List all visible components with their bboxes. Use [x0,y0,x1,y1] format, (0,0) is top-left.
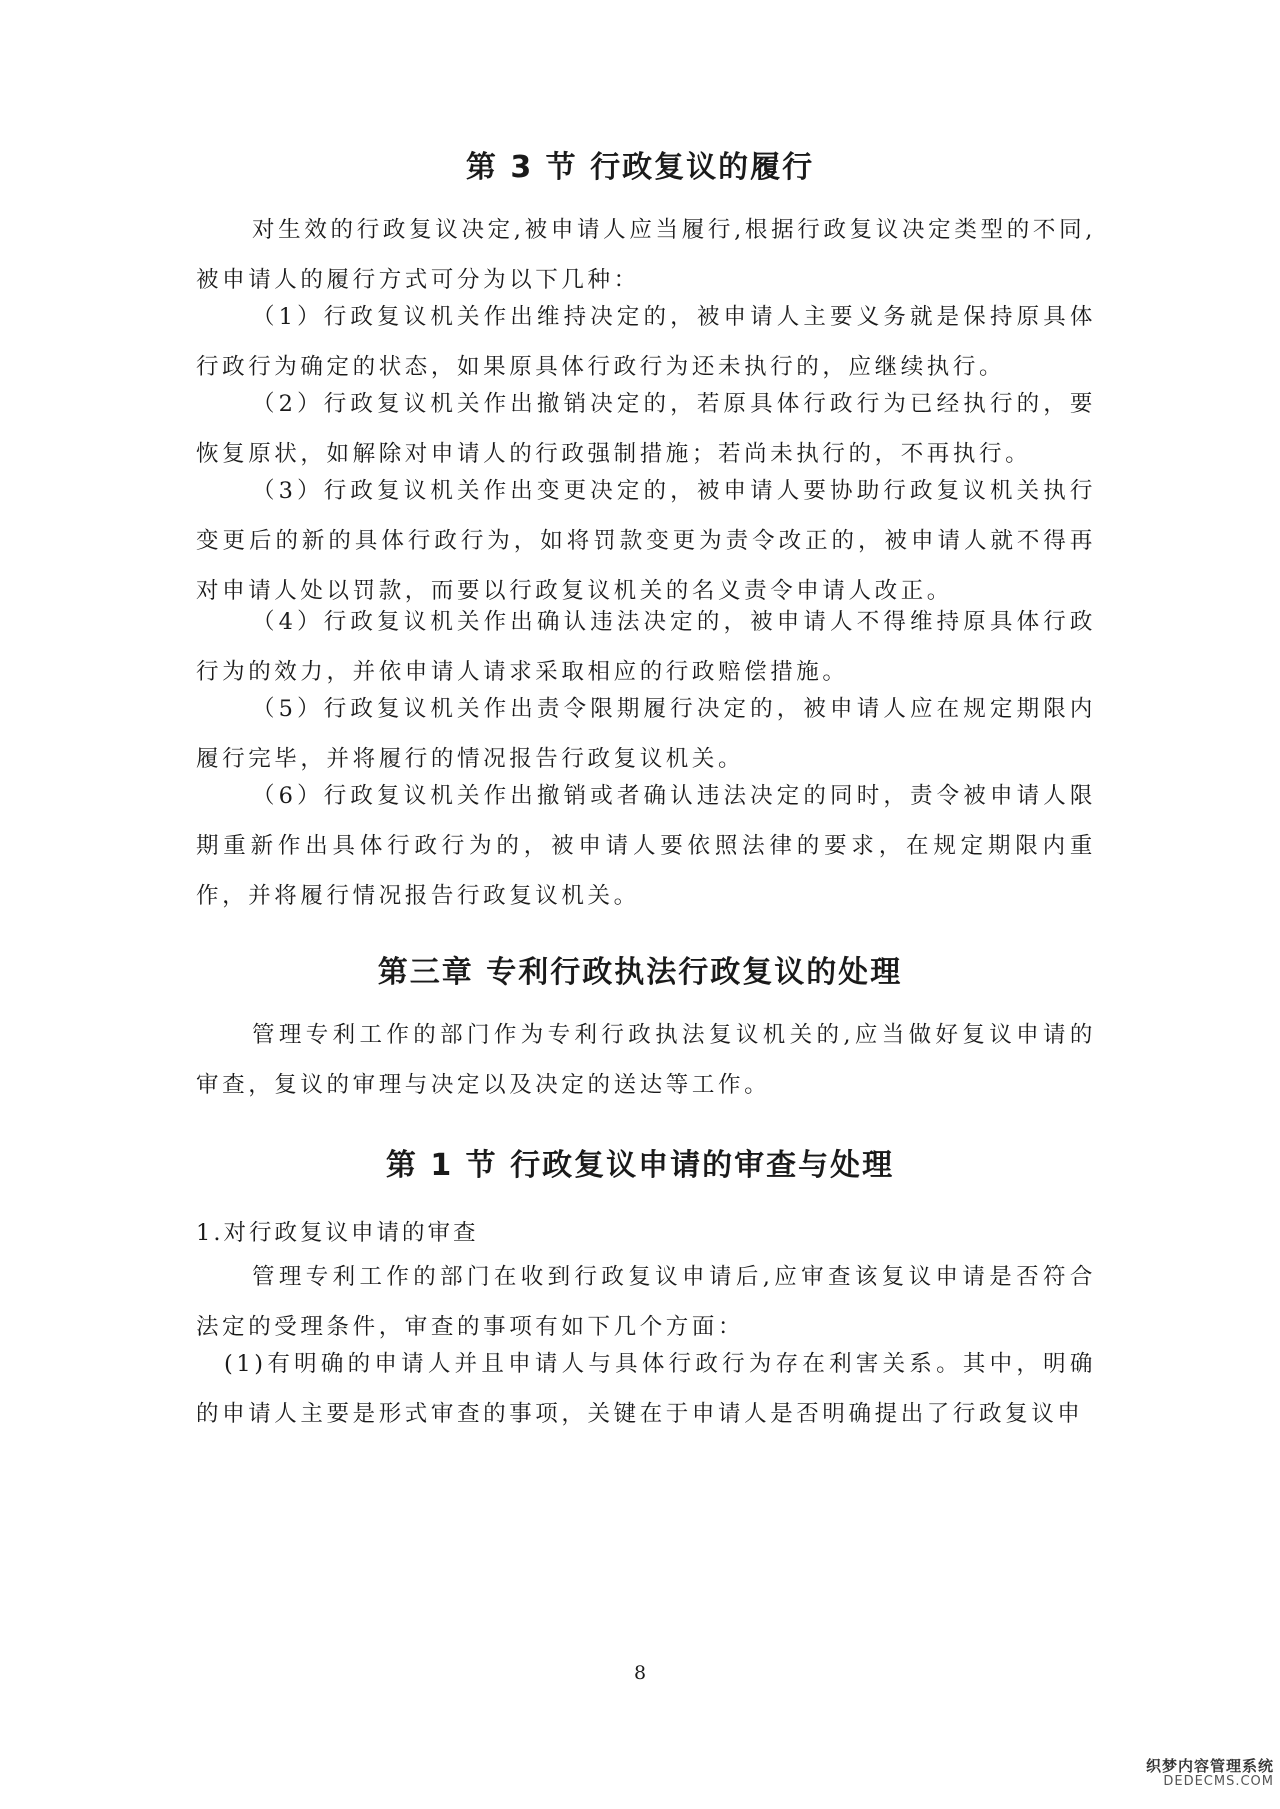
watermark-url: DEDECMS.COM [1163,1774,1274,1790]
section-3-item-3: （3）行政复议机关作出变更决定的，被申请人要协助行政复议机关执行变更后的新的具体行政行为，如将罚款变更为责令改正的，被申请人就不得再对申请人处以罚款，而要以行政复议机关的名义责令申请人改正。 [196,478,1096,604]
watermark-logo [1146,1758,1274,1790]
section-1-subheading: 1.对行政复议申请的审查 [196,1220,479,1246]
section-3-item-1: （1）行政复议机关作出维持决定的，被申请人主要义务就是保持原具体行政行为确定的状态，如果原具体行政行为还未执行的，应继续执行。 [196,304,1096,380]
section-3-heading: 第 3 节 行政复议的履行 [465,150,815,185]
section-3-item-4: （4）行政复议机关作出确认违法决定的，被申请人不得维持原具体行政行为的效力，并依申请人请求采取相应的行政赔偿措施。 [196,609,1096,685]
section-3-item-5: （5）行政复议机关作出责令限期履行决定的，被申请人应在规定期限内履行完毕，并将履行的情况报告行政复议机关。 [196,696,1096,772]
section-1-intro: 管理专利工作的部门在收到行政复议申请后,应审查该复议申请是否符合法定的受理条件，审查的事项有如下几个方面： [196,1264,1096,1340]
section-3-item-6: （6）行政复议机关作出撤销或者确认违法决定的同时，责令被申请人限期重新作出具体行政行为的，被申请人要依照法律的要求，在规定期限内重作，并将履行情况报告行政复议机关。 [196,783,1096,909]
section-3-item-2: （2）行政复议机关作出撤销决定的，若原具体行政行为已经执行的，要恢复原状，如解除对申请人的行政强制措施；若尚未执行的，不再执行。 [196,391,1096,467]
watermark-title: 织梦内容管理系统 [1145,1757,1274,1775]
chapter-3-intro: 管理专利工作的部门作为专利行政执法复议机关的,应当做好复议申请的审查，复议的审理与决定以及决定的送达等工作。 [196,1022,1096,1098]
chapter-3-heading: 第三章 专利行政执法行政复议的处理 [377,955,903,990]
section-1-item-1: (1)有明确的申请人并且申请人与具体行政行为存在利害关系。其中，明确的申请人主要是形式审查的事项，关键在于申请人是否明确提出了行政复议申 [196,1351,1096,1427]
section-1-heading: 第 1 节 行政复议申请的审查与处理 [385,1148,895,1183]
page-number: 8 [633,1662,647,1684]
section-3-intro: 对生效的行政复议决定,被申请人应当履行,根据行政复议决定类型的不同,被申请人的履行方式可分为以下几种： [196,217,1096,293]
